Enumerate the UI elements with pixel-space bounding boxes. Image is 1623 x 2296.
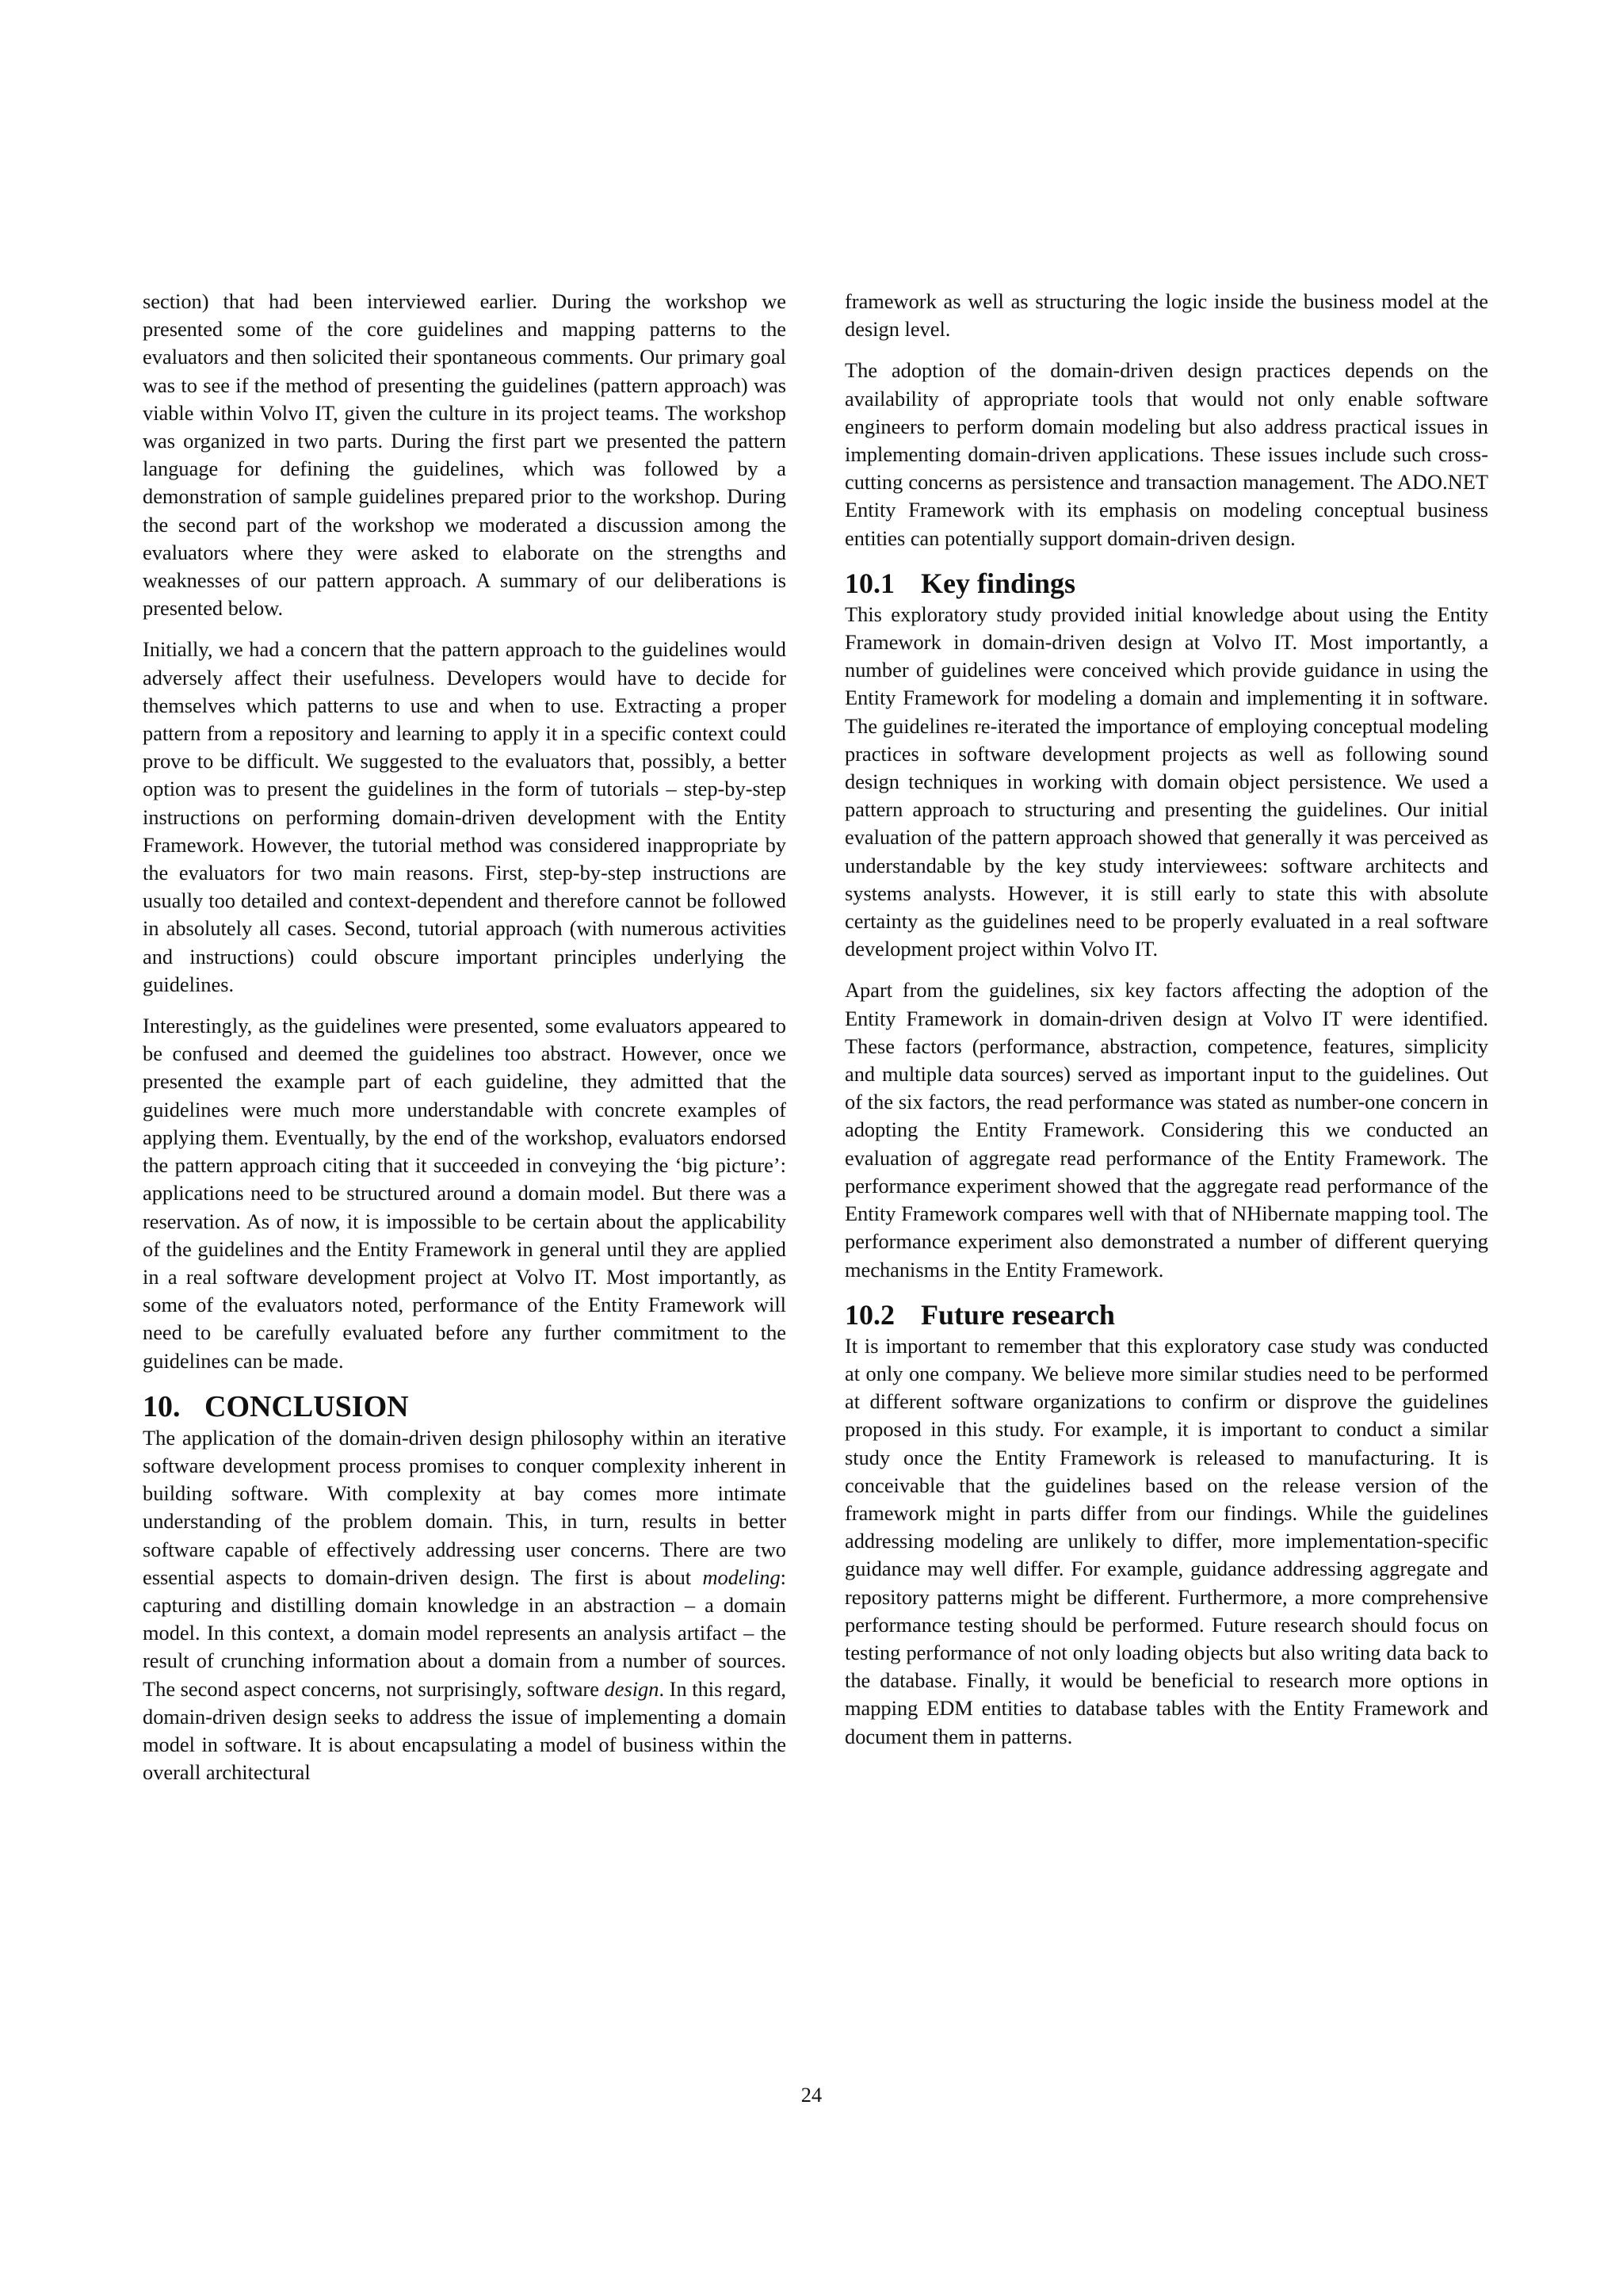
conclusion-text-c: . In this regard, domain-driven design seeks to address the issue of implementing a domain model in software. It is about encapsulating a model of business within the overall architectural [143, 1676, 786, 1785]
key-findings-heading [845, 566, 1488, 601]
adoption-paragraph: The adoption of the domain-driven design practices depends on the availability of appropriate tools that would not only enable software engineers to perform domain modeling but also address practical issues in implementing domain-driven applications. These issues include such cross-cutting concerns as persistence and transaction management. The ADO.NET Entity Framework with its emphasis on modeling conceptual business entities can potentially support domain-driven design. [845, 358, 1488, 550]
key-findings-paragraph-2: Apart from the guidelines, six key factors affecting the adoption of the Entity Framework in domain-driven design at Volvo IT were identified. These factors (performance, abstraction, competence, features, simplicity and multiple data sources) served as important input to the guidelines. Out of the six factors, the read performance was stated as number-one concern in adopting the Entity Framework. Considering this we conducted an evaluation of aggregate read performance of the Entity Framework. The performance experiment showed that the aggregate read performance of the Entity Framework compares well with that of NHibernate mapping tool. The performance experiment also demonstrated a number of different querying mechanisms in the Entity Framework. [845, 978, 1488, 1282]
right-column [845, 288, 1488, 1764]
conclusion-text-a: The application of the domain-driven design philosophy within an iterative software development process promises to conquer complexity inherent in building software. With complexity at bay comes more intimate understanding of the problem domain. This, in turn, results in better software capable of effectively addressing user concerns. There are two essential aspects to domain-driven design. The first is about [143, 1425, 786, 1589]
future-research-heading [845, 1297, 1488, 1332]
page-number: 24 [800, 2083, 823, 2107]
framework-paragraph: framework as well as structuring the logic inside the business model at the design level. [845, 289, 1488, 342]
key-findings-paragraph-1: This exploratory study provided initial knowledge about using the Entity Framework in domain-driven design at Volvo IT. Most importantly, a number of guidelines were conceived which provide guidance in using the Entity Framework for modeling a domain and implementing it in software. The guidelines re-iterated the importance of employing conceptual modeling practices in software development projects as well as following sound design techniques in working with domain object persistence. We used a pattern approach to structuring and presenting the guidelines. Our initial evaluation of the pattern approach showed that generally it was perceived as understandable by the key study interviewees: software architects and systems analysts. However, it is still early to state this with absolute certainty as the guidelines need to be properly evaluated in a real software development project within Volvo IT. [845, 602, 1488, 961]
conclusion-heading [143, 1389, 786, 1424]
conclusion-emphasis-design: design [604, 1676, 659, 1701]
conclusion-emphasis-modeling: modeling [702, 1564, 781, 1589]
future-research-title: Future research [921, 1298, 1115, 1331]
future-research-paragraph: It is important to remember that this exploratory case study was conducted at only one company. We believe more similar studies need to be performed at different software organizations to confirm or disprove the guidelines proposed in this study. For example, it is important to conduct a similar study once the Entity Framework is released to manufacturing. It is conceivable that the guidelines based on the release version of the framework might in parts differ from our findings. While the guidelines addressing modeling are unlikely to differ, more implementation-specific guidance may well differ. For example, guidance addressing aggregate and repository patterns might be different. Furthermore, a more comprehensive performance testing should be performed. Future research should focus on testing performance of not only loading objects but also writing data back to the database. Finally, it would be beneficial to research more options in mapping EDM entities to database tables with the Entity Framework and document them in patterns. [845, 1333, 1488, 1748]
left-column [143, 288, 786, 1800]
workshop-paragraph-2: Initially, we had a concern that the pattern approach to the guidelines would adversely affect their usefulness. Developers would have to decide for themselves which patterns to use and when to use. Extracting a proper pattern from a repository and learning to apply it in a specific context could prove to be difficult. We suggested to the evaluators that, possibly, a better option was to present the guidelines in the form of tutorials – step-by-step instructions on performing domain-driven development with the Entity Framework. However, the tutorial method was considered inappropriate by the evaluators for two main reasons. First, step-by-step instructions are usually too detailed and context-dependent and therefore cannot be followed in absolutely all cases. Second, tutorial approach (with numerous activities and instructions) could obscure important principles underlying the guidelines. [143, 637, 786, 996]
workshop-paragraph-1: section) that had been interviewed earlier. During the workshop we presented some of the core guidelines and mapping patterns to the evaluators and then solicited their spontaneous comments. Our primary goal was to see if the method of presenting the guidelines (pattern approach) was viable within Volvo IT, given the culture in its project teams. The workshop was organized in two parts. During the first part we presented the pattern language for defining the guidelines, which was followed by a demonstration of sample guidelines prepared prior to the workshop. During the second part of the workshop we moderated a discussion among the evaluators where they were asked to elaborate on the strengths and weaknesses of our pattern approach. A summary of our deliberations is presented below. [143, 289, 786, 621]
key-findings-title: Key findings [921, 567, 1076, 599]
workshop-paragraph-3: Interestingly, as the guidelines were presented, some evaluators appeared to be confused and deemed the guidelines too abstract. However, once we presented the example part of each guideline, they admitted that the guidelines were much more understandable with concrete examples of applying them. Eventually, by the end of the workshop, evaluators endorsed the pattern approach citing that it succeeded in conveying the ‘big picture’: applications need to be structured around a domain model. But there was a reservation. As of now, it is impossible to be certain about the applicability of the guidelines and the Entity Framework in general until they are applied in a real software development project at Volvo IT. Most importantly, as some of the evaluators noted, performance of the Entity Framework will need to be carefully evaluated before any further commitment to the guidelines can be made. [143, 1014, 786, 1373]
future-research-number: 10.2 [845, 1298, 895, 1331]
conclusion-number: 10. [143, 1389, 181, 1423]
conclusion-paragraph [143, 1424, 786, 1787]
conclusion-text-b: : capturing and distilling domain knowledge in an abstraction – a domain model. In this context, a domain model represents an analysis artifact – the result of crunching information about a domain from a number of sources. The second aspect concerns, not surprisingly, software [143, 1564, 786, 1701]
key-findings-number: 10.1 [845, 567, 895, 599]
conclusion-title: CONCLUSION [204, 1389, 409, 1423]
